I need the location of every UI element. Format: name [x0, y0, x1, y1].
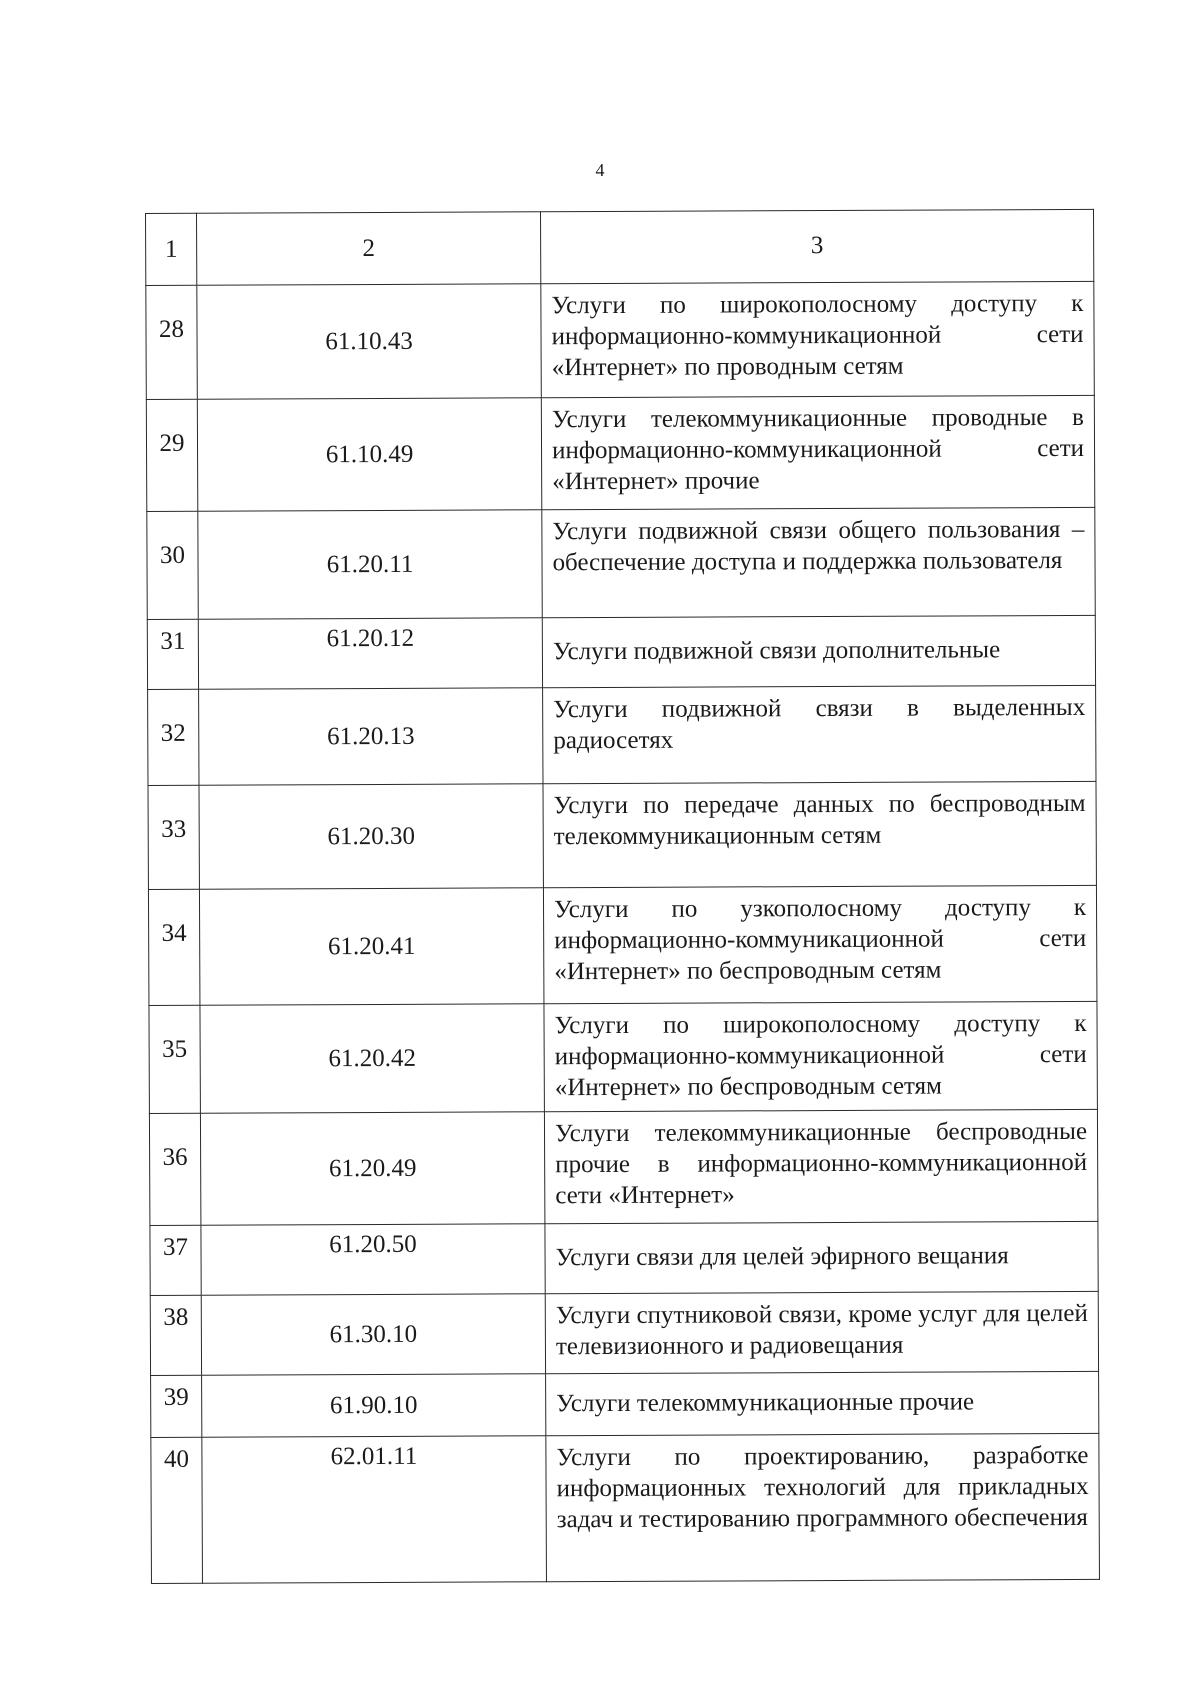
row-description: Услуги по проектированию, разработке информационных технологий для прикладных задач и тестированию программного обеспечения: [546, 1433, 1100, 1581]
header-cell-3: 3: [540, 209, 1093, 283]
row-number-cell: [151, 1437, 203, 1583]
table-row: [146, 395, 1094, 511]
row-number: 37: [162, 1233, 189, 1261]
row-description: Услуги по широкополосному доступу к информационно-коммуникационной сети «Интернет» по беспроводным сетям: [544, 1001, 1097, 1111]
row-number: 35: [162, 1035, 188, 1063]
row-description: Услуги телекоммуникационные проводные в информационно-коммуникационной сети «Интернет» прочие: [541, 395, 1094, 509]
row-code: 61.20.12: [326, 624, 415, 653]
row-number-cell: [149, 1005, 200, 1113]
table-row: [147, 507, 1095, 619]
services-table: [145, 209, 1100, 1584]
row-code: 61.20.41: [199, 888, 544, 1005]
row-code: 61.20.50: [329, 1230, 417, 1259]
row-number-cell: [146, 399, 197, 511]
row-number-cell: [147, 619, 198, 689]
table-row: [151, 1371, 1099, 1437]
table-row: [147, 615, 1095, 689]
row-description: Услуги по широкополосному доступу к информационно-коммуникационной сети «Интернет» по проводным сетям: [541, 281, 1094, 397]
row-number: 36: [162, 1143, 188, 1171]
row-code: 61.20.42: [200, 1004, 544, 1113]
row-number-cell: [148, 785, 199, 889]
row-number: 39: [163, 1383, 189, 1411]
row-code: 61.20.13: [199, 688, 543, 786]
row-number-cell: [150, 1225, 201, 1295]
row-code: 61.10.43: [197, 284, 541, 399]
row-number-cell: [147, 511, 198, 619]
header-cell-2: 2: [197, 212, 541, 286]
row-code: 61.20.30: [199, 784, 543, 890]
row-code: 61.30.10: [201, 1294, 545, 1376]
row-code-cell: [201, 1224, 545, 1296]
row-number: 38: [163, 1303, 189, 1331]
row-number: 33: [161, 815, 187, 843]
row-description: Услуги связи для целей эфирного вещания: [545, 1221, 1098, 1293]
row-code: 61.90.10: [202, 1374, 546, 1438]
row-number-cell: [148, 689, 199, 785]
row-number: 31: [160, 627, 186, 655]
row-number: 30: [159, 541, 186, 569]
table-row: [149, 1001, 1097, 1113]
row-number-cell: [148, 889, 200, 1005]
table-row: [148, 781, 1096, 889]
table-header-row: [146, 209, 1094, 285]
row-number-cell: [146, 285, 197, 399]
row-number: 40: [163, 1445, 189, 1473]
row-description: Услуги по узкополосному доступу к информационно-коммуникационной сети «Интернет» по беспроводным сетям: [543, 885, 1097, 1003]
row-code: 61.10.49: [197, 398, 541, 511]
table-row: [150, 1291, 1098, 1375]
page-number: 4: [595, 160, 605, 180]
row-number: 34: [161, 919, 187, 947]
header-cell-1: 1: [146, 213, 197, 285]
row-description: Услуги по передаче данных по беспроводным телекоммуникационным сетям: [543, 781, 1096, 887]
table-row: [151, 1433, 1100, 1583]
row-number-cell: [149, 1113, 200, 1225]
row-description: Услуги подвижной связи общего пользования – обеспечение доступа и поддержка пользователя: [542, 507, 1095, 617]
table-row: [149, 1109, 1097, 1225]
row-number: 28: [158, 315, 185, 343]
row-description: Услуги подвижной связи в выделенных радиосетях: [543, 685, 1096, 783]
row-number: 32: [160, 719, 186, 747]
row-description: Услуги телекоммуникационные беспроводные прочие в информационно-коммуникационной сети «Интернет»: [544, 1109, 1097, 1223]
row-code-cell: [198, 618, 542, 690]
row-description: Услуги спутниковой связи, кроме услуг для целей телевизионного и радиовещания: [545, 1291, 1098, 1373]
table-row: [148, 885, 1096, 1005]
table-row: [146, 281, 1094, 399]
row-code: 61.20.11: [198, 510, 542, 619]
row-code-cell: [202, 1436, 547, 1583]
row-code: 62.01.11: [330, 1442, 418, 1471]
table-row: [148, 685, 1096, 785]
row-number-cell: [150, 1295, 201, 1375]
row-number: 29: [159, 429, 185, 457]
row-description: Услуги телекоммуникационные прочие: [546, 1371, 1099, 1435]
row-code: 61.20.49: [200, 1112, 544, 1225]
row-number-cell: [151, 1375, 202, 1437]
table-row: [150, 1221, 1098, 1295]
row-description: Услуги подвижной связи дополнительные: [542, 615, 1095, 687]
